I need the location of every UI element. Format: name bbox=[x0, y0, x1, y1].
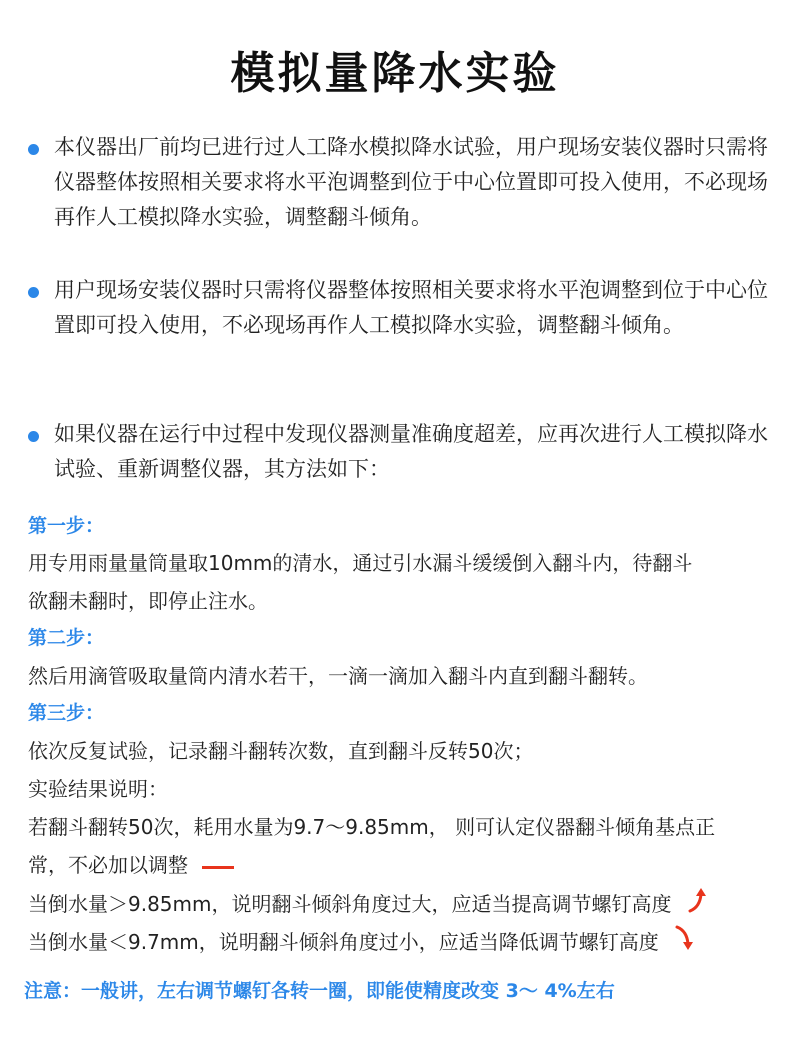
result-raise-text: 当倒水量＞9.85mm，说明翻斗倾斜角度过大，应适当提高调节螺钉高度 bbox=[28, 892, 672, 916]
step-line: 实验结果说明： bbox=[28, 777, 168, 801]
bullet-dot-icon bbox=[28, 287, 39, 298]
result-lower-line bbox=[28, 923, 768, 964]
page-title: 模拟量降水实验 bbox=[230, 48, 560, 99]
arrow-down-icon bbox=[673, 923, 697, 964]
bullet-item bbox=[28, 417, 768, 487]
step-line: 欲翻未翻时，即停止注水。 bbox=[28, 589, 268, 613]
step-heading: 第二步： bbox=[28, 627, 105, 649]
result-normal-text: 常，不必加以调整 bbox=[28, 853, 188, 877]
bullet-item bbox=[28, 273, 768, 343]
bullet-text: 如果仪器在运行中过程中发现仪器测量准确度超差，应再次进行人工模拟降水试验、重新调整仪器，其方法如下： bbox=[54, 422, 768, 481]
dash-icon bbox=[202, 849, 234, 884]
step-line: 若翻斗翻转50次，耗用水量为9.7～9.85mm， 则可认定仪器翻斗倾角基点正 bbox=[28, 815, 716, 839]
arrow-up-icon bbox=[686, 885, 710, 926]
bullet-text: 本仪器出厂前均已进行过人工降水模拟降水试验，用户现场安装仪器时只需将仪器整体按照相关要求将水平泡调整到位于中心位置即可投入使用，不必现场再作人工模拟降水实验，调整翻斗倾角。 bbox=[54, 135, 768, 229]
step-line: 依次反复试验，记录翻斗翻转次数，直到翻斗反转50次； bbox=[28, 739, 534, 763]
result-normal-line bbox=[28, 848, 768, 884]
result-raise-line bbox=[28, 885, 768, 926]
bullet-dot-icon bbox=[28, 144, 39, 155]
step-line: 然后用滴管吸取量筒内清水若干，一滴一滴加入翻斗内直到翻斗翻转。 bbox=[28, 664, 648, 688]
step-heading: 第一步： bbox=[28, 515, 105, 537]
bullet-item bbox=[28, 130, 768, 235]
step-line: 用专用雨量量筒量取10mm的清水，通过引水漏斗缓缓倒入翻斗内，待翻斗 bbox=[28, 551, 693, 575]
note-text: 注意：一般讲，左右调节螺钉各转一圈，即能使精度改变 3～ 4%左右 bbox=[24, 980, 615, 1002]
bullet-text: 用户现场安装仪器时只需将仪器整体按照相关要求将水平泡调整到位于中心位置即可投入使用，不必现场再作人工模拟降水实验，调整翻斗倾角。 bbox=[54, 278, 768, 337]
step-heading: 第三步： bbox=[28, 702, 105, 724]
bullet-dot-icon bbox=[28, 431, 39, 442]
result-lower-text: 当倒水量＜9.7mm，说明翻斗倾斜角度过小，应适当降低调节螺钉高度 bbox=[28, 930, 659, 954]
